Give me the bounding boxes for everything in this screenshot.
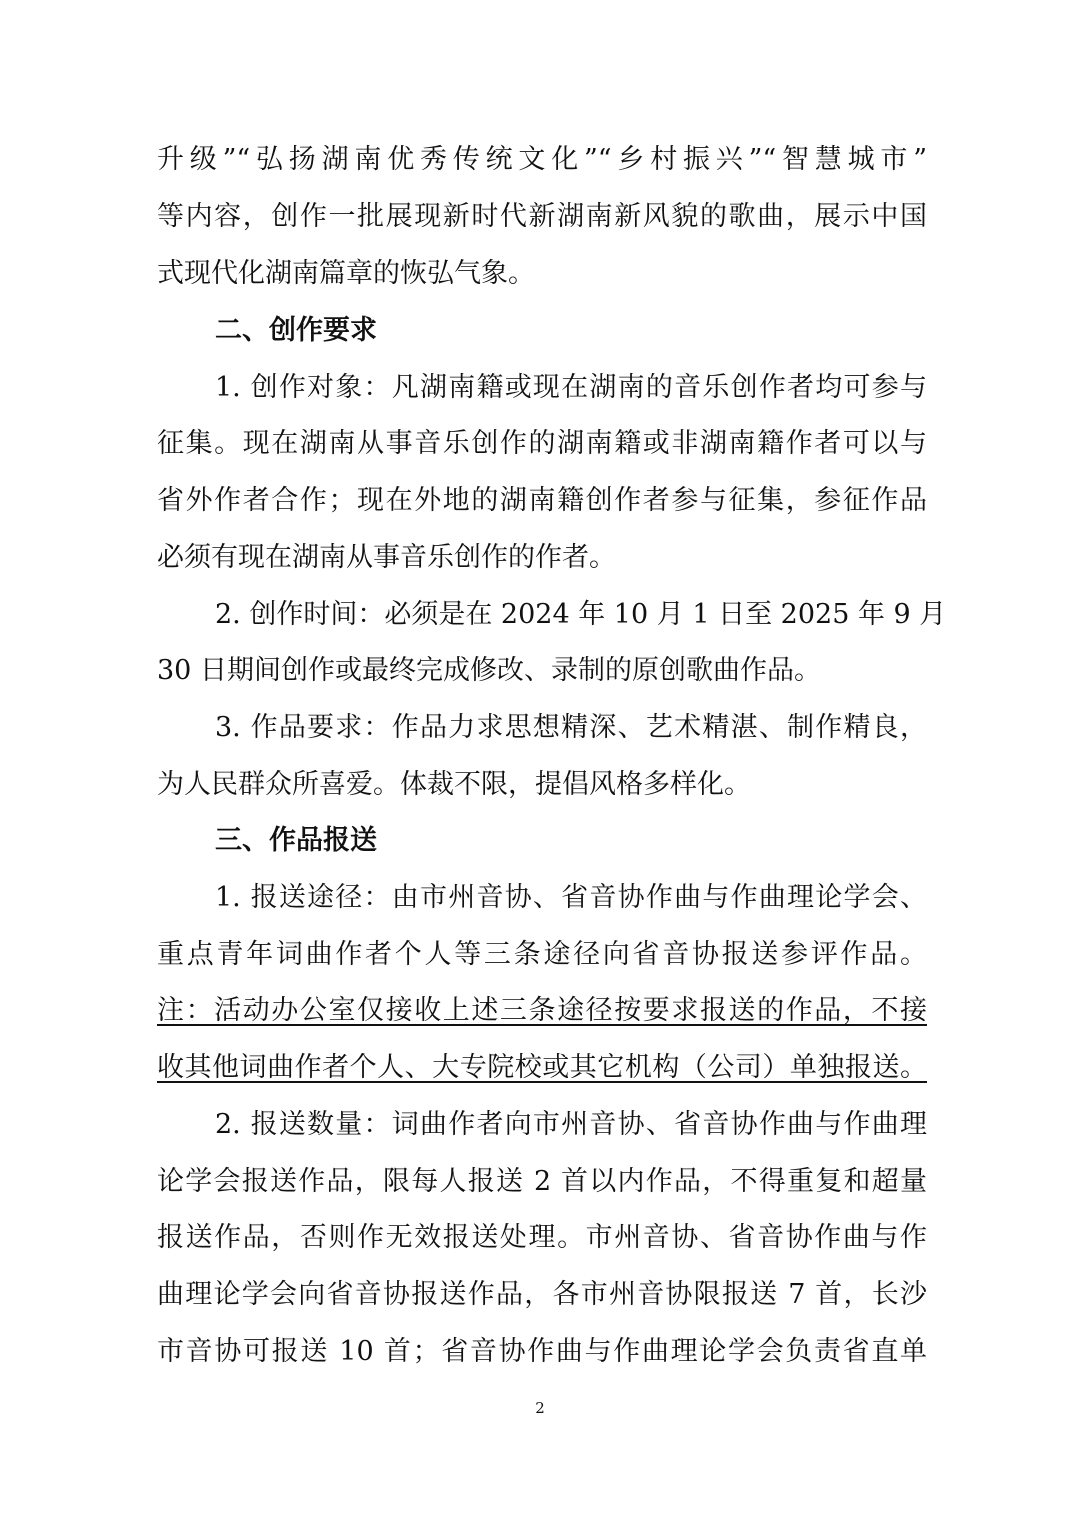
paragraph-line: 省外作者合作；现在外地的湖南籍创作者参与征集，参征作品 xyxy=(157,485,927,516)
paragraph-line: 1. 报送途径：由市州音协、省音协作曲与作曲理论学会、 xyxy=(215,882,927,913)
paragraph-line: 征集。现在湖南从事音乐创作的湖南籍或非湖南籍作者可以与 xyxy=(157,428,927,459)
paragraph-line: 升级”“弘扬湖南优秀传统文化”“乡村振兴”“智慧城市” xyxy=(157,144,927,175)
paragraph-line: 3. 作品要求：作品力求思想精深、艺术精湛、制作精良， xyxy=(215,712,927,743)
paragraph-line: 为人民群众所喜爱。体裁不限，提倡风格多样化。 xyxy=(157,769,751,800)
paragraph-line: 论学会报送作品，限每人报送 2 首以内作品，不得重复和超量 xyxy=(157,1166,927,1197)
paragraph-line: 等内容，创作一批展现新时代新湖南新风貌的歌曲，展示中国 xyxy=(157,201,927,232)
paragraph-line: 报送作品，否则作无效报送处理。市州音协、省音协作曲与作 xyxy=(157,1222,927,1253)
paragraph-line: 曲理论学会向省音协报送作品，各市州音协限报送 7 首，长沙 xyxy=(157,1279,927,1310)
paragraph-line: 必须有现在湖南从事音乐创作的作者。 xyxy=(157,542,616,573)
paragraph-line: 重点青年词曲作者个人等三条途径向省音协报送参评作品。 xyxy=(157,939,927,970)
paragraph-line: 1. 创作对象：凡湖南籍或现在湖南的音乐创作者均可参与 xyxy=(215,372,927,403)
section-heading-work-submission: 三、作品报送 xyxy=(215,825,377,856)
page-number: 2 xyxy=(535,1399,545,1417)
paragraph-line: 2. 报送数量：词曲作者向市州音协、省音协作曲与作曲理 xyxy=(215,1109,927,1140)
note-line: 注：活动办公室仅接收上述三条途径按要求报送的作品，不接 xyxy=(157,995,927,1026)
paragraph-line: 30 日期间创作或最终完成修改、录制的原创歌曲作品。 xyxy=(157,655,821,686)
note-line: 收其他词曲作者个人、大专院校或其它机构（公司）单独报送。 xyxy=(157,1052,927,1083)
paragraph-line: 市音协可报送 10 首；省音协作曲与作曲理论学会负责省直单 xyxy=(157,1336,927,1367)
paragraph-line: 式现代化湖南篇章的恢弘气象。 xyxy=(157,258,535,289)
section-heading-creation-requirements: 二、创作要求 xyxy=(215,315,377,346)
paragraph-line: 2. 创作时间：必须是在 2024 年 10 月 1 日至 2025 年 9 月 xyxy=(215,599,947,630)
